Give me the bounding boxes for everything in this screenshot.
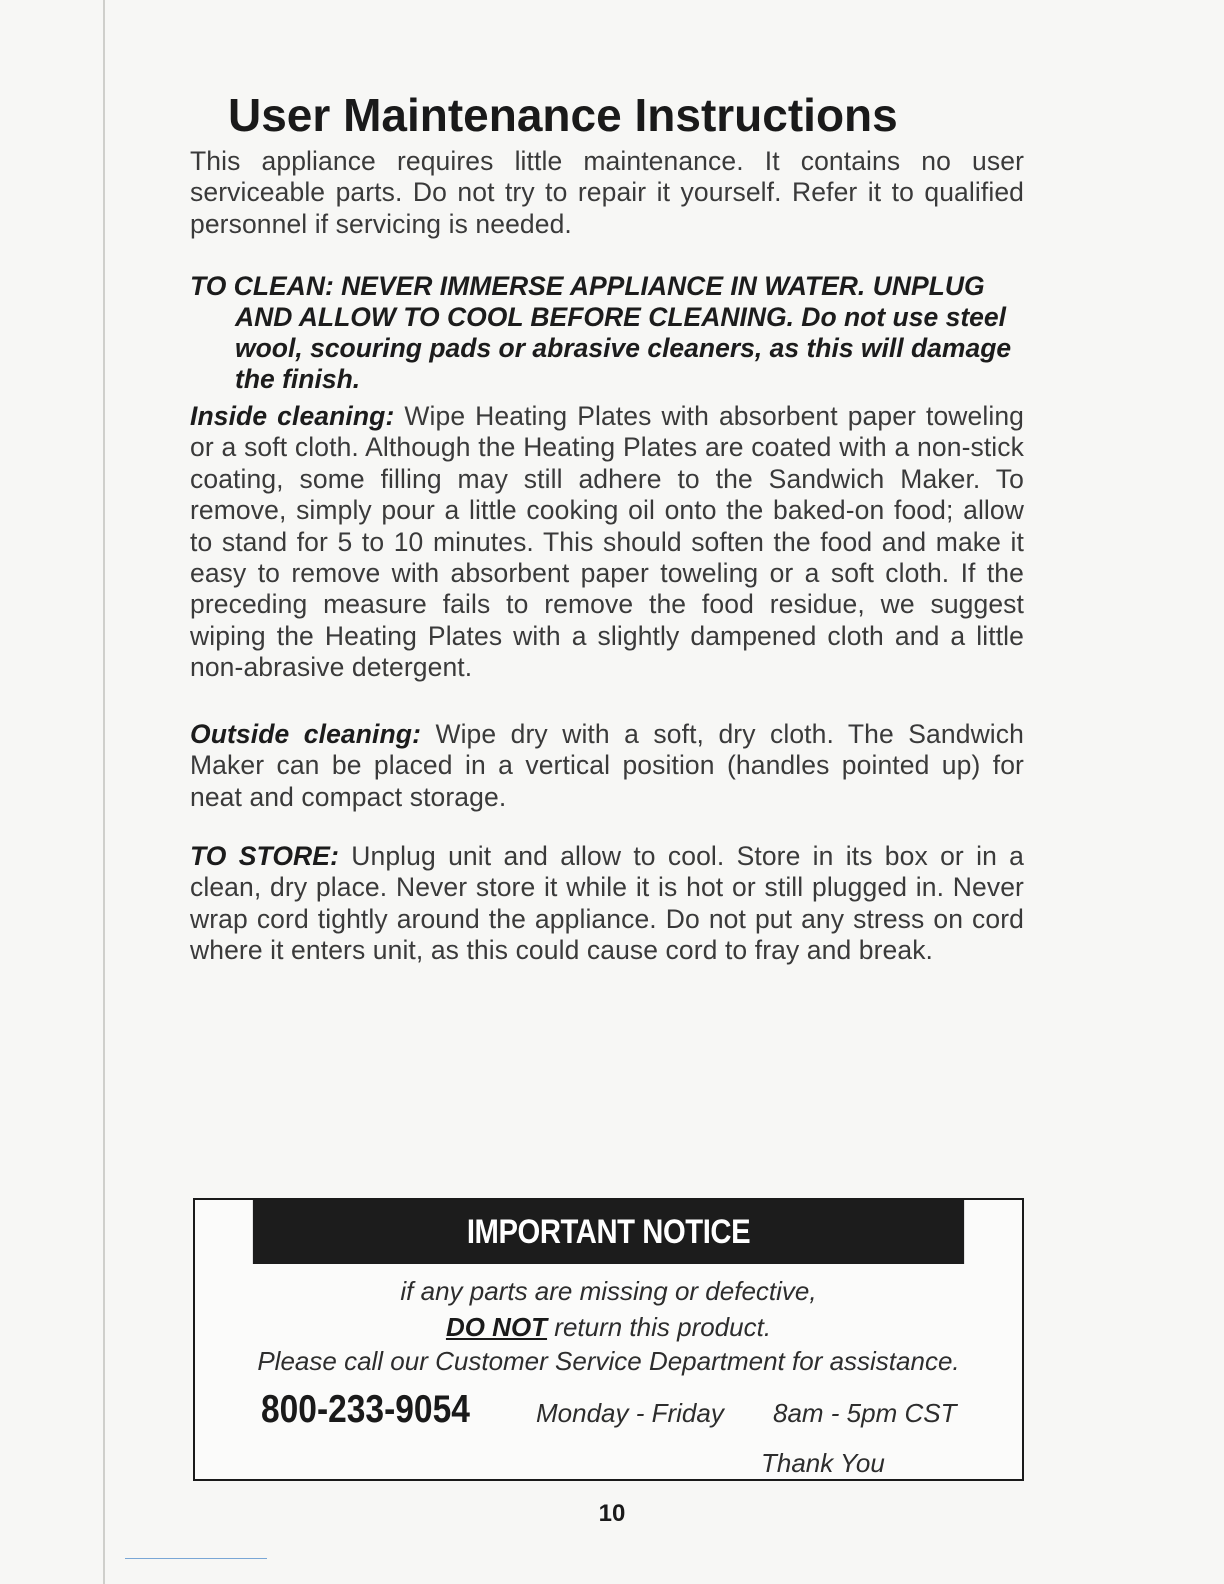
- store-lead: TO STORE:: [190, 841, 339, 871]
- inside-cleaning-lead: Inside cleaning:: [190, 401, 395, 431]
- do-not-emphasis: DO NOT: [445, 1312, 548, 1342]
- service-days: Monday - Friday: [536, 1398, 724, 1428]
- scan-edge-line: [125, 1558, 267, 1559]
- notice-heading: IMPORTANT NOTICE: [253, 1200, 964, 1264]
- inside-cleaning-text: Wipe Heating Plates with absorbent paper toweling or a soft cloth. Although the Heating Plates are coated with a non-stick coating, some filling may still adhere to the Sandwich Maker. To remove, simply pour a little cooking oil onto the baked-on food; allow to stand for 5 to 10 minutes. This should soften the food and make it easy to remove with absorbent paper toweling or a soft cloth. If the preceding measure fails to remove the food residue, we suggest wiping the Heating Plates with a slightly dampened cloth and a little non-abrasive detergent.: [190, 401, 1025, 683]
- thank-you: Thank You: [761, 1448, 885, 1478]
- page-title: User Maintenance Instructions: [228, 89, 898, 141]
- inside-cleaning-section: [190, 401, 1024, 684]
- service-hours: 8am - 5pm CST: [773, 1398, 957, 1428]
- contact-row: [261, 1388, 1021, 1432]
- notice-line-3: Please call our Customer Service Department for assistance.: [257, 1346, 960, 1376]
- outside-cleaning-section: [190, 719, 1024, 813]
- notice-line-2-rest: return this product.: [554, 1312, 772, 1342]
- binding-edge: [103, 0, 105, 1584]
- notice-line-1: if any parts are missing or defective,: [400, 1276, 817, 1306]
- store-section: [190, 841, 1024, 967]
- notice-line-2: [195, 1312, 1022, 1343]
- clean-warning-rest: UNPLUG AND ALLOW TO COOL BEFORE CLEANING. Do not use steel wool, scouring pads or abrasive cleaners, as this will damage the finish.: [235, 271, 1012, 394]
- clean-warning-line1: TO CLEAN: NEVER IMMERSE APPLIANCE IN WATER.: [190, 271, 866, 301]
- page-number: 10: [598, 1500, 626, 1527]
- intro-section: [190, 146, 1024, 240]
- intro-paragraph: This appliance requires little maintenance. It contains no user serviceable parts. Do not try to repair it yourself. Refer it to qualified personnel if servicing is needed.: [190, 146, 1024, 239]
- inside-cleaning-paragraph: [190, 401, 1024, 684]
- clean-warning-text: [190, 271, 1024, 395]
- outside-cleaning-paragraph: [190, 719, 1024, 813]
- store-text: Unplug unit and allow to cool. Store in its box or in a clean, dry place. Never store it while it is hot or still plugged in. Never wrap cord tightly around the appliance. Do not put any stress on cord where it enters unit, as this could cause cord to fray and break.: [190, 841, 1024, 966]
- store-paragraph: [190, 841, 1024, 967]
- outside-cleaning-lead: Outside cleaning:: [190, 719, 422, 749]
- phone-number: 800-233-9054: [261, 1388, 470, 1431]
- important-notice-box: [193, 1198, 1024, 1481]
- clean-warning: [190, 271, 1024, 395]
- outside-cleaning-text: Wipe dry with a soft, dry cloth. The Sandwich Maker can be placed in a vertical position (handles pointed up) for neat and compact storage.: [190, 719, 1024, 812]
